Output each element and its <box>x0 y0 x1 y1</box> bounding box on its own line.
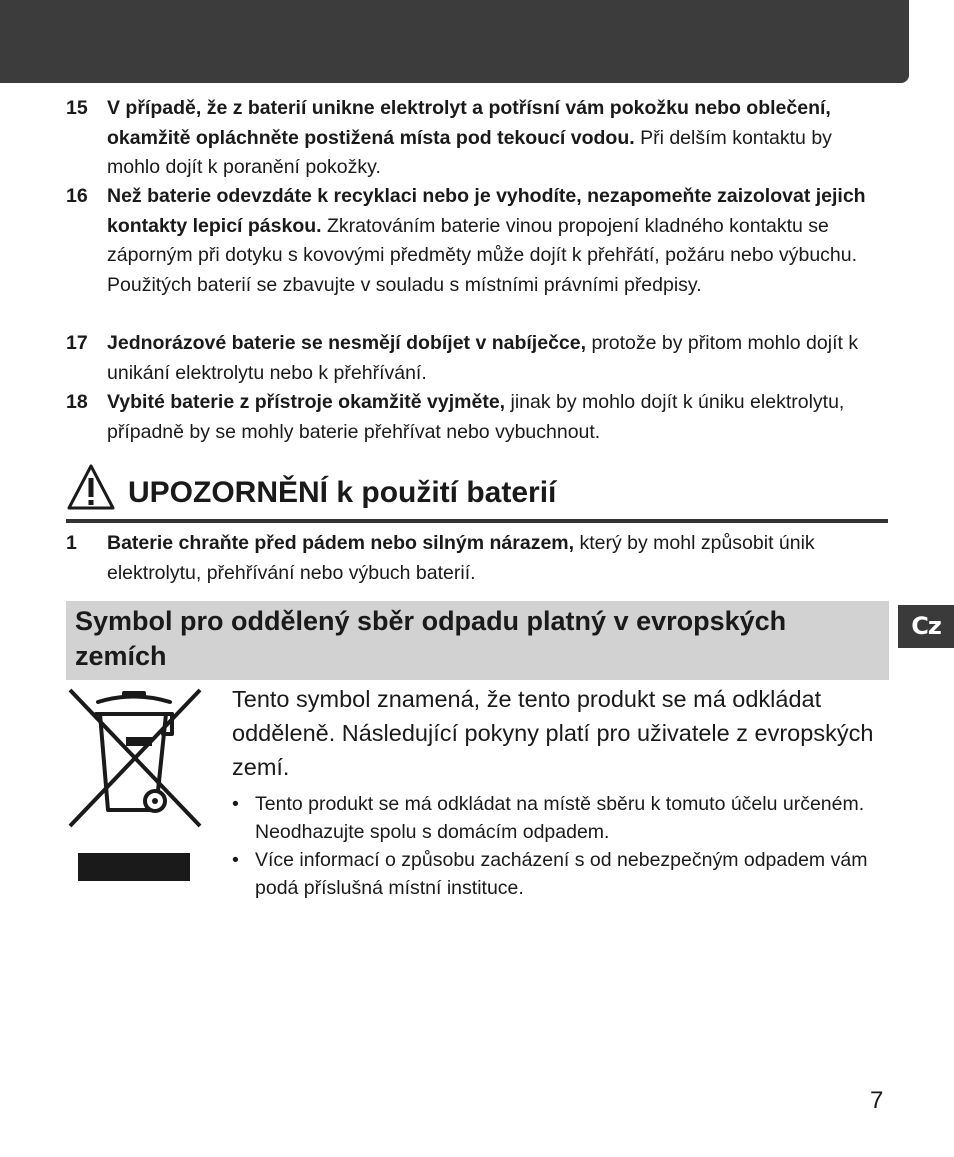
bullet-dot: • <box>232 793 239 815</box>
item-number: 1 <box>66 532 77 554</box>
disposal-symbol-bar <box>78 853 190 881</box>
page-number: 7 <box>870 1087 884 1114</box>
item-bold-text: Baterie chraňte před pádem nebo silným nárazem, <box>107 532 575 554</box>
disposal-section-heading <box>66 601 889 680</box>
item-number: 17 <box>66 332 88 354</box>
bullet-text: Více informací o způsobu zacházení s od nebezpečným odpadem vám podá příslušná místní instituce. <box>255 849 868 899</box>
item-bold-text: V případě, že z baterií unikne elektrolyt a potřísní vám pokožku nebo oblečení, okamžitě opláchněte postižená místa pod tekoucí vodou. <box>107 97 831 149</box>
item-text <box>107 329 888 388</box>
crossed-out-wheelie-bin-icon <box>66 688 206 833</box>
header-bar <box>0 0 909 83</box>
disposal-title: Symbol pro oddělený sběr odpadu platný v evropských zemích <box>75 606 787 671</box>
warning-triangle-icon <box>66 463 116 513</box>
item-regular-text: jinak by mohlo dojít k úniku elektrolytu, případně by se mohly baterie přehřívat nebo vybuchnout. <box>107 391 845 443</box>
bullet-item <box>232 846 892 902</box>
language-tab: Cz <box>898 605 954 648</box>
caution-title: UPOZORNĚNÍ k použití baterií <box>128 476 557 509</box>
disposal-intro: Tento symbol znamená, že tento produkt se má odkládat odděleně. Následující pokyny platí pro uživatele z evropských zemí. <box>232 686 874 780</box>
item-number: 15 <box>66 97 88 119</box>
item-regular-text: který by mohl způsobit únik elektrolytu, přehřívání nebo výbuch baterií. <box>107 532 815 584</box>
list-item <box>66 94 888 183</box>
disposal-bullet-list <box>232 790 892 902</box>
item-text <box>107 182 888 300</box>
item-text <box>107 94 888 183</box>
bullet-item <box>232 790 892 846</box>
item-number: 18 <box>66 391 88 413</box>
bullet-text: Tento produkt se má odkládat na místě sběru k tomuto účelu určeném. Neodhazujte spolu s domácím odpadem. <box>255 793 865 843</box>
list-item <box>66 529 888 588</box>
item-regular-text: Zkratováním baterie vinou propojení kladného kontaktu se záporným při dotyku s kovovými předměty může dojít k přehřátí, požáru nebo výbuchu. Použitých baterií se zbavujte v souladu s místními právními předpisy. <box>107 214 858 296</box>
list-item <box>66 182 888 300</box>
item-bold-text: Jednorázové baterie se nesmějí dobíjet v nabíječce, <box>107 332 587 354</box>
caution-heading <box>66 463 888 523</box>
list-item <box>66 329 888 388</box>
bullet-dot: • <box>232 849 239 871</box>
item-text <box>107 529 888 588</box>
list-item <box>66 388 888 447</box>
item-text <box>107 388 888 447</box>
item-bold-text: Vybité baterie z přístroje okamžitě vyjměte, <box>107 391 506 413</box>
item-bold-text: Než baterie odevzdáte k recyklaci nebo je vyhodíte, nezapomeňte zaizolovat jejich kontakty lepicí páskou. <box>107 185 866 237</box>
item-regular-text: protože by přitom mohlo dojít k unikání elektrolytu nebo k přehřívání. <box>107 332 859 384</box>
item-regular-text: Při delším kontaktu by mohlo dojít k poranění pokožky. <box>107 126 832 178</box>
item-number: 16 <box>66 185 88 207</box>
